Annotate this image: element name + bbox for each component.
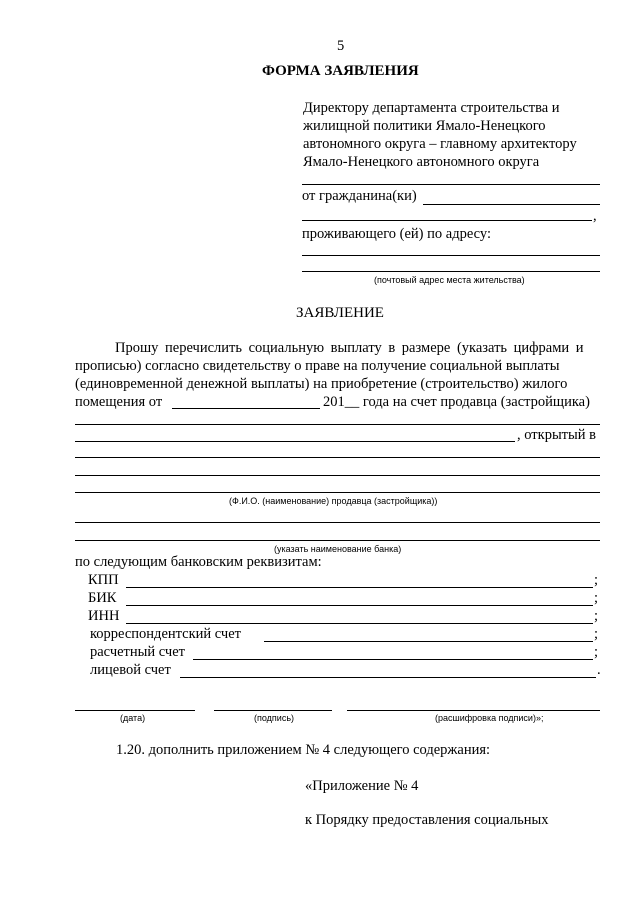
requisite-kpp-label: КПП: [88, 572, 119, 588]
statement-title: ЗАЯВЛЕНИЕ: [296, 305, 384, 321]
signature-decoding-caption: (расшифровка подписи)»;: [435, 713, 544, 723]
requisite-end: ;: [594, 590, 599, 606]
bank-details-label: по следующим банковским реквизитам:: [75, 554, 322, 570]
seller-field-4[interactable]: [75, 475, 600, 476]
requisite-personal-account-label: лицевой счет: [90, 662, 171, 678]
appendix-title: «Приложение № 4: [305, 778, 419, 794]
requisite-end: ;: [594, 626, 599, 642]
comma-mark: ,: [593, 208, 597, 224]
seller-field-1[interactable]: [75, 424, 600, 425]
bank-field-2[interactable]: [75, 540, 600, 541]
bik-field[interactable]: [126, 605, 593, 606]
requisite-end: ;: [594, 644, 599, 660]
settlement-account-field[interactable]: [193, 659, 593, 660]
seller-field-5[interactable]: [75, 492, 600, 493]
personal-account-field[interactable]: [180, 677, 596, 678]
signature-caption: (подпись): [254, 713, 295, 723]
requisite-end: ;: [594, 572, 599, 588]
opened-in-label: , открытый в: [517, 427, 596, 443]
requisite-inn-label: ИНН: [88, 608, 120, 624]
citizen-name-field[interactable]: [423, 204, 600, 205]
amendment-text: 1.20. дополнить приложением № 4 следующего содержания:: [116, 742, 491, 758]
address-field-2[interactable]: [302, 271, 600, 272]
requisite-end: .: [597, 662, 601, 678]
citizen-name-field-2[interactable]: [302, 220, 592, 221]
requisite-end: ;: [594, 608, 599, 624]
body-line-2: прописью) согласно свидетельству о праве на получение социальной выплаты: [75, 358, 560, 374]
body-line-1: Прошу перечислить социальную выплату в размере (указать цифрами и: [115, 340, 584, 356]
signature-field[interactable]: [214, 710, 332, 711]
body-line-4-start: помещения от: [75, 394, 163, 410]
body-line-3: (единовременной денежной выплаты) на приобретение (строительство) жилого: [75, 376, 568, 392]
requisite-bik-label: БИК: [88, 590, 117, 606]
date-caption: (дата): [120, 713, 146, 723]
blank-line[interactable]: [302, 184, 600, 185]
requisite-corr-account-label: корреспондентский счет: [90, 626, 241, 642]
postal-address-caption: (почтовый адрес места жительства): [374, 275, 525, 285]
requisite-settlement-account-label: расчетный счет: [90, 644, 185, 660]
addressee-line-3: автономного округа – главному архитектору: [303, 136, 577, 152]
bank-caption: (указать наименование банка): [274, 544, 402, 554]
certificate-date-field[interactable]: [172, 408, 320, 409]
corr-account-field[interactable]: [264, 641, 593, 642]
address-field-1[interactable]: [302, 255, 600, 256]
form-title: ФОРМА ЗАЯВЛЕНИЯ: [262, 63, 419, 79]
appendix-subtitle: к Порядку предоставления социальных: [305, 812, 549, 828]
seller-field-2[interactable]: [75, 441, 515, 442]
addressee-line-1: Директору департамента строительства и: [303, 100, 560, 116]
signature-decoding-field[interactable]: [347, 710, 600, 711]
from-citizen-label: от гражданина(ки): [302, 188, 417, 204]
inn-field[interactable]: [126, 623, 593, 624]
seller-field-3[interactable]: [75, 457, 600, 458]
body-line-4-end: 201__ года на счет продавца (застройщика): [323, 394, 590, 410]
bank-field-1[interactable]: [75, 522, 600, 523]
addressee-line-2: жилищной политики Ямало-Ненецкого: [303, 118, 546, 134]
page-number: 5: [337, 38, 345, 54]
kpp-field[interactable]: [126, 587, 593, 588]
seller-caption: (Ф.И.О. (наименование) продавца (застройщика)): [229, 496, 438, 506]
date-field[interactable]: [75, 710, 195, 711]
addressee-line-4: Ямало-Ненецкого автономного округа: [303, 154, 540, 170]
residing-label: проживающего (ей) по адресу:: [302, 226, 491, 242]
